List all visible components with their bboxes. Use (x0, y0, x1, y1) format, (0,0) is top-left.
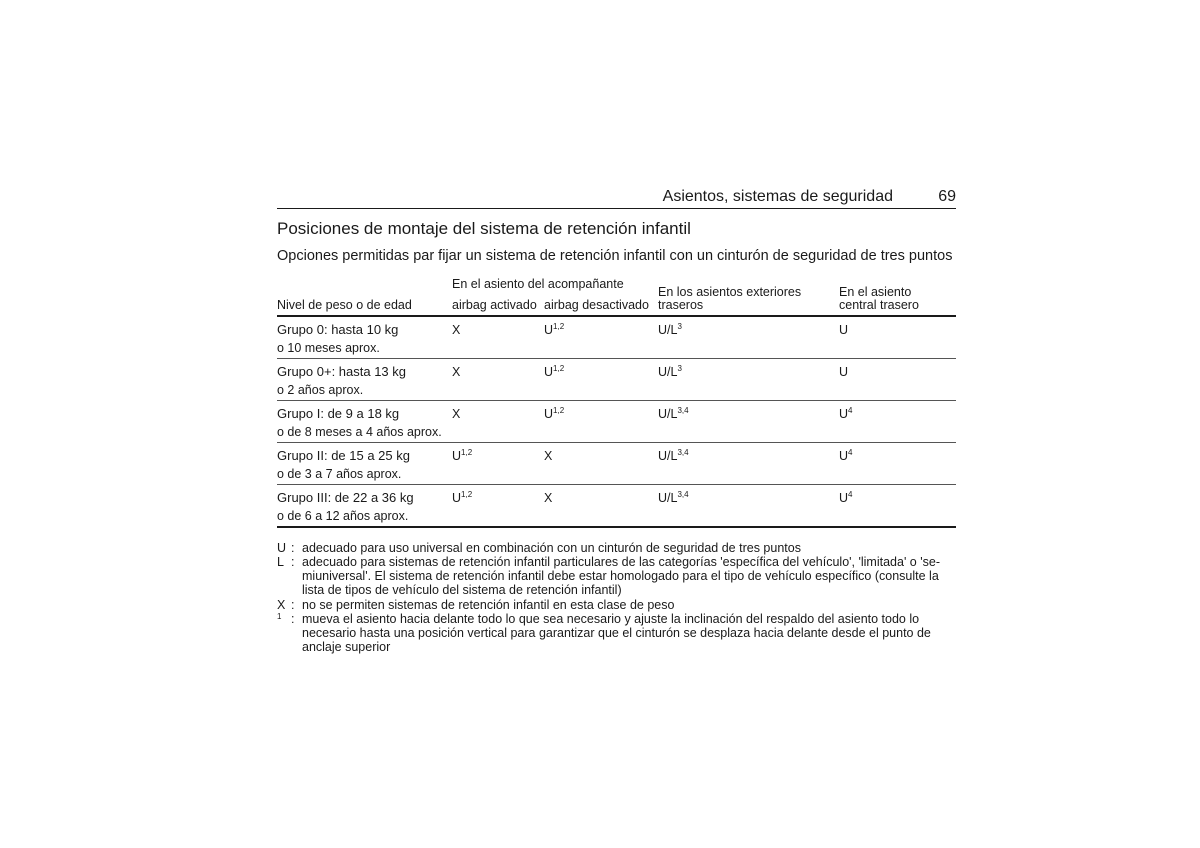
col-header-airbag-on: airbag activado (452, 298, 537, 312)
cell-airbag-on: X (452, 323, 461, 337)
col-header-center-line2: central trasero (839, 298, 919, 312)
cell-center: $U^4$ (839, 406, 853, 421)
legend-item-footnote-1: 1 : mueva el asiento hacia delante todo lo que sea necesario y ajuste la inclinación del respaldo del asiento todo lo necesario hasta una posición vertical para garantizar que el cinturón se desplaza hacia delante desde el punto de anclaje superior (277, 612, 956, 656)
row-group: Grupo 0: hasta 10 kg (277, 322, 399, 337)
manual-page (277, 0, 956, 848)
section-subtitle: Opciones permitidas par fijar un sistema de retención infantil con un cinturón de seguridad de tres puntos (277, 248, 953, 264)
cell-airbag-on: X (452, 407, 461, 421)
legend-text: mueva el asiento hacia delante todo lo que sea necesario y ajuste la inclinación del respaldo del asiento todo lo (302, 612, 920, 626)
table-bottom-rule (277, 526, 956, 528)
cell-airbag-off: U$^{1,2}$ (544, 322, 565, 337)
row-divider (277, 484, 956, 485)
col-header-center-line1: En el asiento (839, 285, 912, 299)
cell-outer: $U/L^3$ (658, 364, 682, 379)
col-header-weight: Nivel de peso o de edad (277, 298, 412, 312)
row-group: Grupo 0+: hasta 13 kg (277, 364, 407, 379)
legend-text: no se permiten sistemas de retención infantil en esta clase de peso (302, 598, 675, 612)
row-group: Grupo II: de 15 a 25 kg (277, 448, 410, 463)
legend-text: adecuado para uso universal en combinación con un cinturón de seguridad de tres puntos (302, 541, 801, 555)
cell-center: $U^4$ (839, 448, 853, 463)
row-age: o 10 meses aprox. (277, 341, 380, 355)
cell-airbag-on: X (452, 365, 461, 379)
table-header-rule (277, 315, 956, 317)
legend-text: adecuado para sistemas de retención infantil particulares de las categorías 'específica del vehículo', 'limitada' o 'se- (302, 555, 940, 569)
row-group: Grupo III: de 22 a 36 kg (277, 490, 414, 505)
cell-airbag-on: U$^{1,2}$ (452, 490, 473, 505)
page-number: 69 (938, 188, 956, 205)
running-header-section: Asientos, sistemas de seguridad (662, 188, 893, 205)
cell-outer: $U/L^{3,4}$ (658, 406, 689, 421)
legend-key: U (277, 541, 287, 555)
cell-outer: $U/L^3$ (658, 322, 682, 337)
cell-center: $U^4$ (839, 490, 853, 505)
col-header-passenger: En el asiento del acompañante (452, 277, 624, 291)
legend-key: X (277, 598, 286, 612)
cell-airbag-off: U$^{1,2}$ (544, 364, 565, 379)
cell-airbag-off: X (544, 449, 553, 463)
legend-text-cont: lista de tipos de vehículo del sistema de retención infantil) (302, 583, 622, 598)
row-age: o de 8 meses a 4 años aprox. (277, 425, 442, 439)
row-divider (277, 400, 956, 401)
legend-text-cont: anclaje superior (302, 640, 391, 655)
row-divider (277, 442, 956, 443)
legend-key: L (277, 555, 284, 569)
cell-outer: $U/L^{3,4}$ (658, 490, 689, 505)
legend-item-x: X : no se permiten sistemas de retención infantil en esta clase de peso (277, 598, 956, 613)
legend-item-u: U : adecuado para uso universal en combinación con un cinturón de seguridad de tres puntos (277, 541, 956, 556)
row-age: o 2 años aprox. (277, 383, 364, 397)
col-header-airbag-off: airbag desactivado (544, 298, 649, 312)
legend-text-cont: necesario hasta una posición vertical para garantizar que el cinturón se desplaza hacia delante desde el punto de (302, 626, 931, 641)
row-divider (277, 358, 956, 359)
header-rule (277, 208, 956, 209)
row-age: o de 3 a 7 años aprox. (277, 467, 402, 481)
legend-item-l: L : adecuado para sistemas de retención infantil particulares de las categorías 'específica del vehículo', 'limitada' o 'se- miuniversal'. El sistema de retención infantil debe estar homologado para el tipo de vehículo específico (consulte la lista de tipos de vehículo del sistema de retención infantil) (277, 555, 956, 599)
cell-airbag-on: U$^{1,2}$ (452, 448, 473, 463)
legend-key: 1 (277, 612, 282, 621)
cell-center: U (839, 365, 849, 379)
cell-center: U (839, 323, 849, 337)
section-title: Posiciones de montaje del sistema de retención infantil (277, 219, 691, 238)
row-group: Grupo I: de 9 a 18 kg (277, 406, 400, 421)
col-header-outer-line2: traseros (658, 298, 704, 312)
cell-airbag-off: U$^{1,2}$ (544, 406, 565, 421)
cell-airbag-off: X (544, 491, 553, 505)
legend-text-cont: miuniversal'. El sistema de retención infantil debe estar homologado para el tipo de vehículo específico (consulte la (302, 569, 939, 584)
cell-outer: $U/L^{3,4}$ (658, 448, 689, 463)
col-header-outer-line1: En los asientos exteriores (658, 285, 802, 299)
row-age: o de 6 a 12 años aprox. (277, 509, 409, 523)
